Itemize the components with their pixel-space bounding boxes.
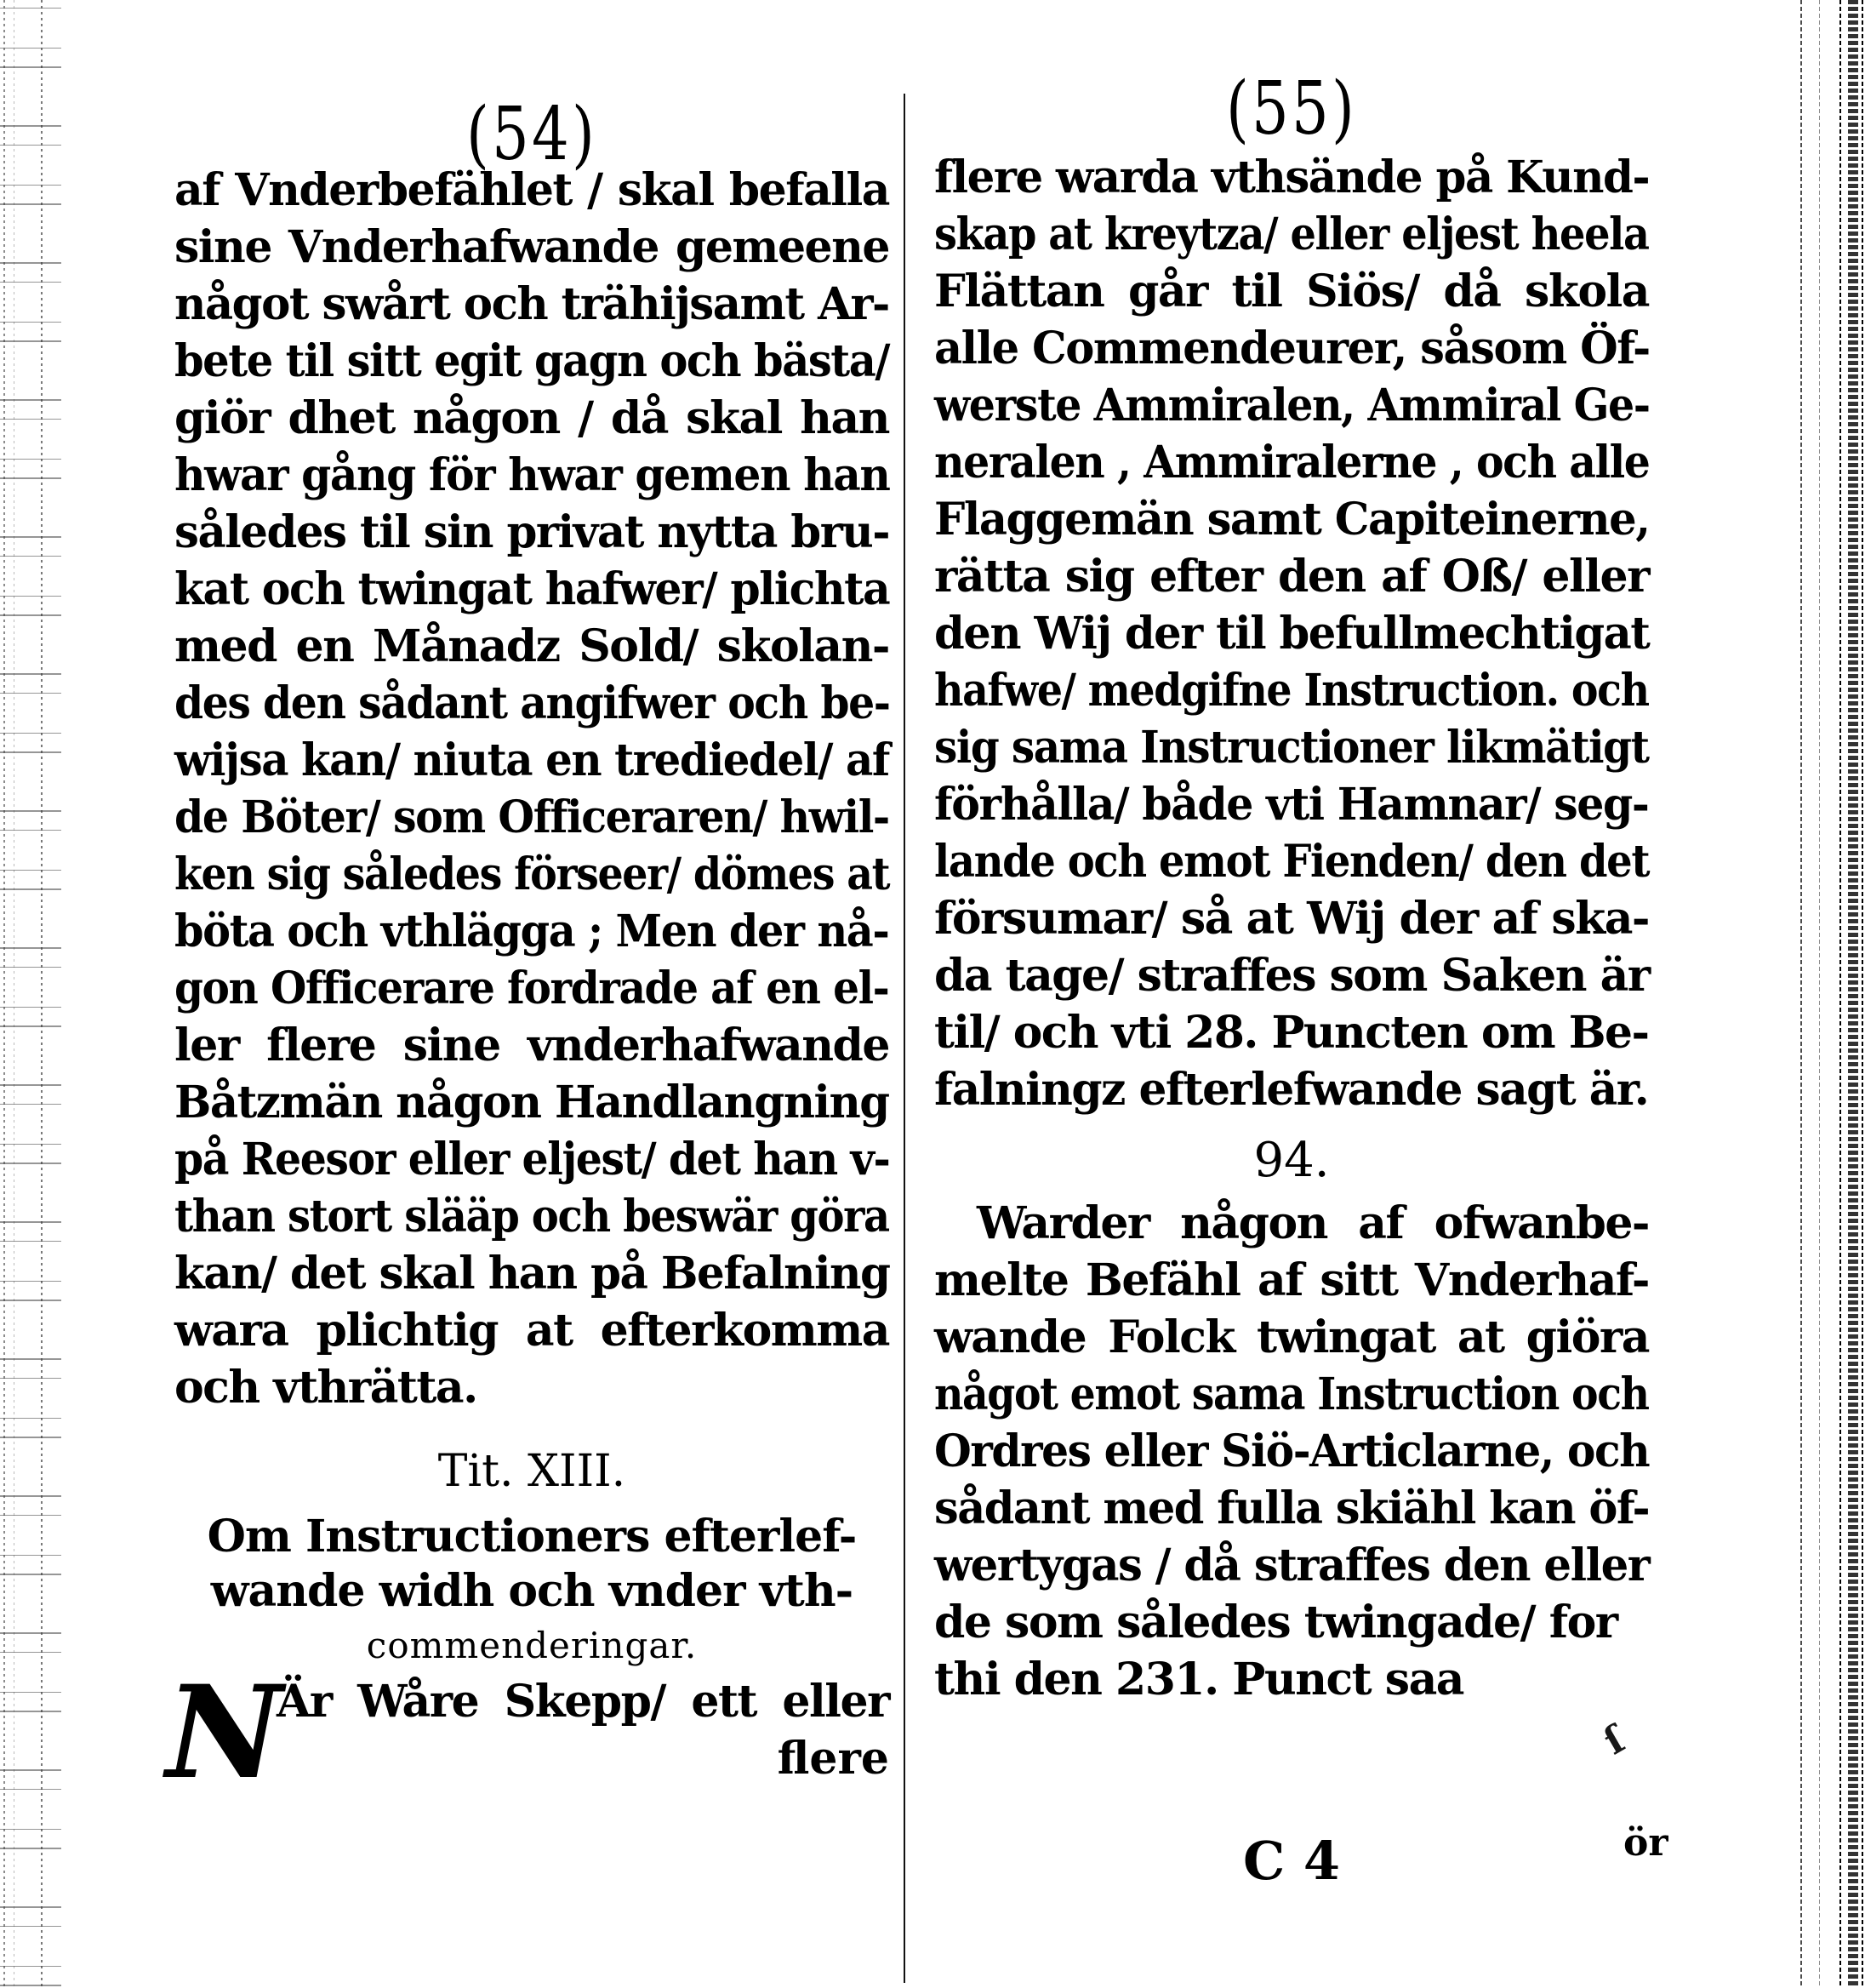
text-line: des den sådant angifwer och be-	[174, 677, 890, 729]
title-number: Tit. XIII.	[437, 1446, 626, 1497]
text-line: werste Ammiralen, Ammiral Ge-	[934, 380, 1650, 431]
text-line: giör dhet någon / då skal han	[174, 392, 889, 444]
text-line: således til sin privat nytta bru-	[174, 506, 890, 558]
text-line: bete til sitt egit gagn och bästa/	[174, 335, 890, 387]
text-line: den Wij der til befullmechtigat	[934, 608, 1650, 660]
text-line: och vthrätta.	[174, 1362, 477, 1414]
text-line: kan/ det skal han på Befalning	[174, 1248, 890, 1300]
text-line: da tage/ straffes som Saken är	[934, 950, 1650, 1002]
margin-fragment: ſ	[1596, 1717, 1633, 1764]
book-gutter-line	[904, 94, 905, 1983]
text-line: lande och emot Fienden/ den det	[934, 836, 1650, 888]
text-line: flere warda vthsände på Kund-	[934, 151, 1650, 203]
text-line: Flaggemän samt Capiteinerne,	[934, 494, 1650, 546]
text-line: wara plichtig at efterkomma	[174, 1305, 889, 1357]
text-line: ken sig således förseer/ dömes at	[174, 848, 890, 900]
text-line: wertygas / då straffes den eller	[934, 1540, 1650, 1591]
right-page	[934, 0, 1668, 1988]
text-line: försumar/ så at Wij der af ska-	[934, 893, 1649, 945]
page-number-left: (54)	[465, 92, 598, 177]
text-line: hafwe/ medgifne Instruction. och	[934, 665, 1649, 717]
text-line: något emot sama Instruction och	[934, 1368, 1649, 1420]
left-page-text	[166, 162, 890, 1808]
text-line: than stort slääp och beswär göra	[174, 1191, 889, 1242]
text-line: böta och vthlägga ; Men der nå-	[174, 905, 889, 957]
section-heading-line: Om Instructioners efterlef-	[207, 1511, 857, 1562]
text-line: Flättan går til Siös/ då skola	[934, 266, 1649, 317]
text-line: med en Månadz Sold/ skolan-	[174, 620, 889, 672]
text-line: kat och twingat hafwer/ plichta	[174, 563, 890, 615]
text-line: falningz efterlefwande sagt är.	[934, 1064, 1649, 1116]
text-line: något swårt och trähijsamt Ar-	[174, 278, 889, 330]
page-number-right: (55)	[1225, 66, 1358, 151]
margin-fragment: ör	[1623, 1821, 1668, 1865]
text-line: wande Folck twingat at giöra	[934, 1311, 1649, 1363]
section-number: 94.	[1253, 1133, 1330, 1188]
text-line: Ordres eller Siö-Articlarne, och	[934, 1425, 1650, 1477]
text-line: sig sama Instructioner likmätigt	[934, 722, 1649, 774]
text-line: sådant med fulla skiähl kan öf-	[934, 1482, 1650, 1534]
scan-edge-left	[0, 0, 61, 1988]
text-line: sine Vnderhafwande gemeene	[174, 221, 889, 273]
text-line: gon Officerare fordrade af en el-	[174, 963, 889, 1014]
section-heading-line: wande widh och vnder vth-	[210, 1565, 853, 1617]
text-line: af Vnderbefählet / skal befalla	[174, 164, 889, 216]
drop-cap-initial: N	[166, 1658, 283, 1808]
signature-mark: C 4	[1242, 1830, 1341, 1892]
text-line: Är Wåre Skepp/ ett eller	[277, 1676, 889, 1728]
right-page-text	[934, 149, 1649, 1708]
text-line: på Reesor eller eljest/ det han v-	[174, 1134, 890, 1185]
text-line: hwar gång för hwar gemen han	[174, 449, 890, 501]
text-line: Båtzmän någon Handlangning	[174, 1077, 889, 1128]
text-line: thi den 231. Punct saa	[934, 1654, 1463, 1705]
text-line: ler flere sine vnderhafwande	[174, 1020, 889, 1071]
text-line: neralen , Ammiralerne , och alle	[934, 437, 1650, 488]
text-line: wijsa kan/ niuta en trediedel/ af	[174, 734, 889, 786]
text-line: Warder någon af ofwanbe-	[977, 1197, 1649, 1249]
catchword: flere	[777, 1733, 889, 1785]
text-line: alle Commendeurer, såsom Öf-	[934, 323, 1650, 374]
section-heading-line: commenderingar.	[366, 1625, 698, 1666]
text-line: skap at kreytza/ eller eljest heela	[934, 209, 1649, 260]
text-line: förhålla/ både vti Hamnar/ seg-	[934, 779, 1649, 831]
text-line: melte Befähl af sitt Vnderhaf-	[934, 1254, 1649, 1306]
scan-edge-right	[1751, 0, 1865, 1988]
text-line: de som således twingade/ for	[934, 1597, 1617, 1648]
opening-paragraph	[166, 1658, 889, 1808]
text-line: til/ och vti 28. Puncten om Be-	[934, 1007, 1649, 1059]
text-line: de Böter/ som Officeraren/ hwil-	[174, 791, 889, 843]
left-page	[166, 0, 890, 1988]
text-line: rätta sig efter den af Oß/ eller	[934, 551, 1649, 603]
